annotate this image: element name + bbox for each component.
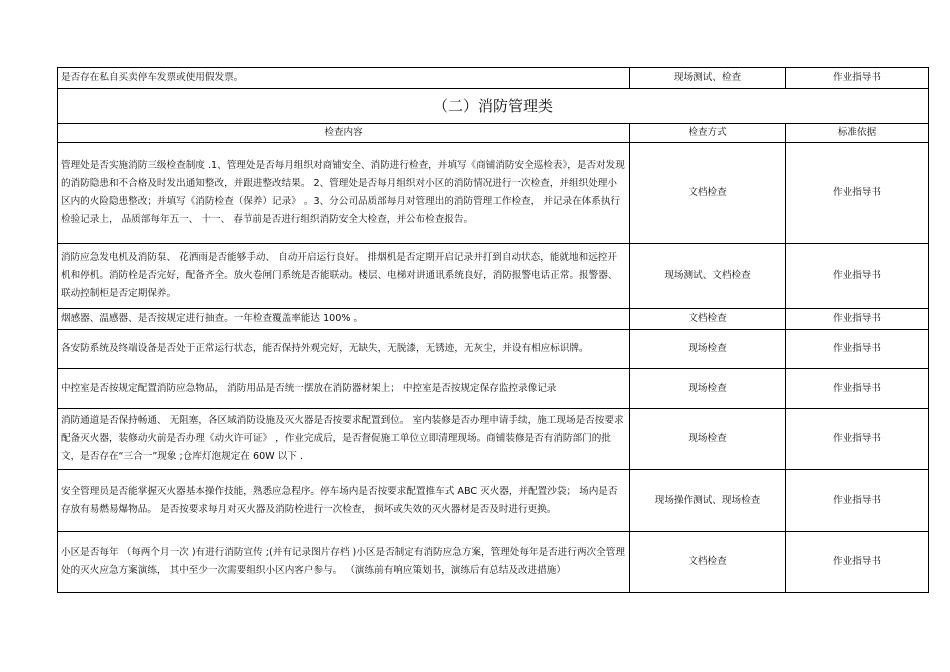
method-cell: 现场测试、文档检查 xyxy=(630,244,786,309)
basis-cell: 作业指导书 xyxy=(786,409,929,470)
basis-cell: 作业指导书 xyxy=(786,532,929,593)
table-row xyxy=(58,409,929,470)
basis-cell: 作业指导书 xyxy=(786,68,929,89)
content-cell: 是否存在私自买卖停车发票或使用假发票。 xyxy=(58,68,630,89)
content-cell: 消防通道是否保持畅通、 无阻塞，各区域消防设施及灭火器是否按要求配置到位。 室内装修是否办理申请手续，施工现场是否按要求配备灭火器，装修动火前是否办理《动火许可证》 ，作业完成后，是否督促施工单位立即清理现场。商铺装修是否有消防部门的批文，是否存在“三合一”现象 ;仓库灯泡规定在 60W 以下 . xyxy=(58,409,630,470)
method-cell: 现场检查 xyxy=(630,409,786,470)
basis-cell: 作业指导书 xyxy=(786,330,929,369)
method-cell: 现场检查 xyxy=(630,330,786,369)
section-title-row xyxy=(58,89,929,124)
basis-cell: 作业指导书 xyxy=(786,309,929,330)
header-row xyxy=(58,124,929,143)
section-title: （二）消防管理类 xyxy=(58,89,929,124)
table-row xyxy=(58,143,929,244)
header-basis: 标准依据 xyxy=(786,124,929,143)
content-cell: 中控室是否按规定配置消防应急物品， 消防用品是否统一摆放在消防器材架上； 中控室是否按规定保存监控录像记录 xyxy=(58,369,630,409)
content-cell: 各安防系统及终端设备是否处于正常运行状态，能否保持外观完好，无缺失，无脱漆，无锈迹，无灰尘，并设有相应标识牌。 xyxy=(58,330,630,369)
basis-cell: 作业指导书 xyxy=(786,143,929,244)
method-cell: 文档检查 xyxy=(630,532,786,593)
method-cell: 文档检查 xyxy=(630,143,786,244)
header-content: 检查内容 xyxy=(58,124,630,143)
table-row xyxy=(58,470,929,532)
method-cell: 现场操作测试、现场检查 xyxy=(630,470,786,532)
content-cell: 安全管理员是否能掌握灭火器基本操作技能，熟悉应急程序。停车场内是否按要求配置推车式 ABC 灭火器，并配置沙袋； 场内是否存放有易燃易爆物品。 是否按要求每月对灭火器及消防栓进行一次检查， 损坏或失效的灭火器材是否及时进行更换。 xyxy=(58,470,630,532)
table-row xyxy=(58,532,929,593)
table-row xyxy=(58,68,929,89)
header-method: 检查方式 xyxy=(630,124,786,143)
method-cell: 现场检查 xyxy=(630,369,786,409)
basis-cell: 作业指导书 xyxy=(786,470,929,532)
method-cell: 现场测试、检查 xyxy=(630,68,786,89)
content-cell: 管理处是否实施消防三级检查制度 .1、管理处是否每月组织对商铺安全、消防进行检查，并填写《商铺消防安全巡检表》，是否对发现的消防隐患和不合格及时发出通知整改，并跟进整改结果。 2、管理处是否每月组织对小区的消防情况进行一次检查，并组织处理小区内的火险隐患整改；并填写《消防检查（保养）记录》 。3、分公司品质部每月对管理出的消防管理工作检查， 并记录在体系执行检验记录上， 品质部每年五一、 十一、 春节前是否进行组织消防安全大检查，并公布检查报告。 xyxy=(58,143,630,244)
basis-cell: 作业指导书 xyxy=(786,369,929,409)
table-row xyxy=(58,369,929,409)
table-row xyxy=(58,330,929,369)
basis-cell: 作业指导书 xyxy=(786,244,929,309)
content-cell: 消防应急发电机及消防泵、 花洒雨是否能够手动、 自动开启运行良好。 排烟机是否定期开启记录并打到自动状态，能就地和远控开机和停机。消防栓是否完好，配备齐全。放火卷闸门系统是否能联动。楼层、电梯对讲通讯系统良好，消防报警电话正常。报警器、联动控制柜是否定期保养。 xyxy=(58,244,630,309)
content-cell: 小区是否每年 （每两个月一次 )有进行消防宣传 ;(并有记录图片存档 )小区是否制定有消防应急方案，管理处每年是否进行两次全管理处的灭火应急方案演练， 其中至少一次需要组织小区内客户参与。 （演练前有响应策划书，演练后有总结及改进措施） xyxy=(58,532,630,593)
content-cell: 烟感器、温感器、是否按规定进行抽查。一年检查覆盖率能达 100% 。 xyxy=(58,309,630,330)
table-row xyxy=(58,309,929,330)
table-row xyxy=(58,244,929,309)
method-cell: 文档检查 xyxy=(630,309,786,330)
inspection-table xyxy=(57,67,929,593)
